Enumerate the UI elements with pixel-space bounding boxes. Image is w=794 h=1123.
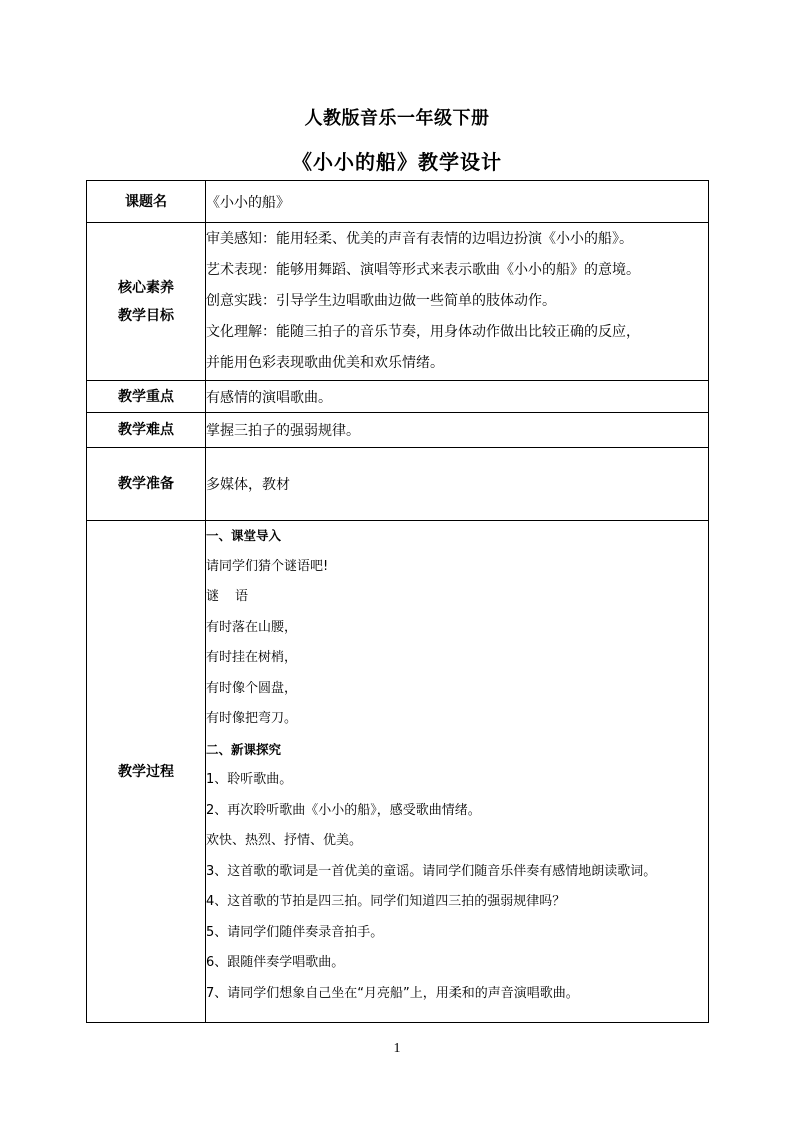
- goal-line: 文化理解：能随三拍子的音乐节奏，用身体动作做出比较正确的反应，: [206, 324, 640, 340]
- document-title: 人教版音乐一年级下册: [304, 108, 490, 129]
- table-row-process: [87, 521, 709, 1023]
- riddle-line: 有时像个圆盘，: [206, 680, 298, 696]
- process-label: 教学过程: [87, 521, 206, 1023]
- difficulty-value: 掌握三拍子的强弱规律。: [206, 413, 709, 448]
- step-line: 1、聆听歌曲。: [206, 772, 293, 787]
- table-row-difficulty: [87, 413, 709, 448]
- goals-content: [206, 223, 709, 381]
- intro-text: 请同学们猜个谜语吧!: [206, 558, 329, 574]
- key-point-label: 教学重点: [87, 381, 206, 413]
- table-row-preparation: [87, 448, 709, 521]
- riddle-line: 有时落在山腰，: [206, 619, 298, 635]
- key-point-value: 有感情的演唱歌曲。: [206, 381, 709, 413]
- table-row-key-point: [87, 381, 709, 413]
- riddle-line: 有时挂在树梢，: [206, 650, 298, 665]
- preparation-label: 教学准备: [87, 448, 206, 521]
- riddle-title: 谜语: [206, 589, 265, 604]
- table-row-goals: [87, 223, 709, 381]
- table-row-topic: [87, 181, 709, 223]
- goal-line: 创意实践：引导学生边唱歌曲边做一些简单的肢体动作。: [206, 293, 556, 309]
- goal-line: 审美感知：能用轻柔、优美的声音有表情的边唱边扮演《小小的船》。: [206, 231, 633, 247]
- step-line: 4、这首歌的节拍是四三拍。同学们知道四三拍的强弱规律吗？: [206, 894, 566, 909]
- step-line: 7、请同学们想象自己坐在“月亮船”上，用柔和的声音演唱歌曲。: [206, 985, 579, 1001]
- topic-value: 《小小的船》: [206, 181, 709, 223]
- goals-label-line1: 核心素养: [118, 279, 174, 296]
- goals-label: [87, 223, 206, 381]
- step-line: 2、再次聆听歌曲《小小的船》，感受歌曲情绪。: [206, 802, 481, 818]
- topic-label: 课题名: [87, 181, 206, 223]
- difficulty-label: 教学难点: [87, 413, 206, 448]
- riddle-line: 有时像把弯刀。: [206, 711, 298, 726]
- step-line: 5、请同学们随伴奏录音拍手。: [206, 924, 384, 940]
- step-line: 3、这首歌的歌词是一首优美的童谣。请同学们随音乐伴奏有感情地朗读歌词。: [206, 863, 657, 879]
- goals-label-line2: 教学目标: [118, 307, 174, 324]
- step-line: 欢快、热烈、抒情、优美。: [206, 833, 363, 848]
- step-line: 6、跟随伴奏学唱歌曲。: [206, 955, 345, 970]
- goal-line: 并能用色彩表现歌曲优美和欢乐情绪。: [206, 355, 444, 371]
- section-heading: 二、新课探究: [206, 741, 282, 757]
- document-subtitle: 《小小的船》教学设计: [292, 150, 502, 174]
- lesson-plan-table: [86, 180, 709, 1023]
- section-heading: 一、课堂导入: [206, 528, 282, 543]
- preparation-value: 多媒体，教材: [206, 448, 709, 521]
- page-number: 1: [393, 1041, 401, 1056]
- process-content: [206, 521, 709, 1023]
- goal-line: 艺术表现：能够用舞蹈、演唱等形式来表示歌曲《小小的船》的意境。: [206, 262, 640, 278]
